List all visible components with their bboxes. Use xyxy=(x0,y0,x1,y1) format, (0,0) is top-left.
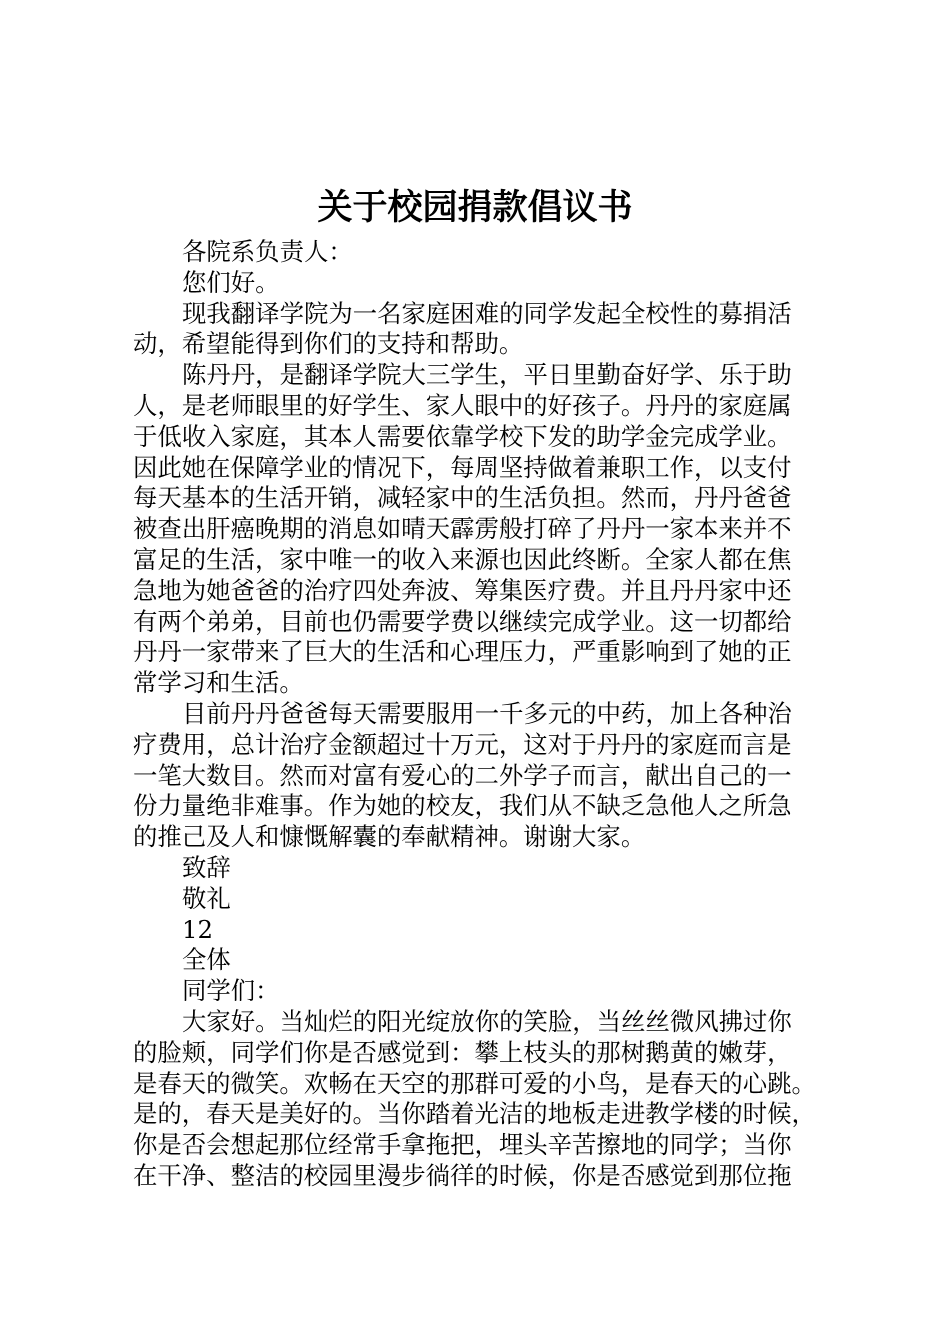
paragraph-line: 份力量绝非难事。作为她的校友，我们从不缺乏急他人之所急 xyxy=(133,791,792,821)
salutation-line: 各院系负责人： xyxy=(182,237,353,266)
paragraph-line: 丹丹一家带来了巨大的生活和心理压力，严重影响到了她的正 xyxy=(133,637,792,667)
document-title: 关于校园捐款倡议书 xyxy=(317,187,633,228)
closing-line: 致辞 xyxy=(182,852,231,882)
paragraph-line: 动，希望能得到你们的支持和帮助。 xyxy=(133,329,524,359)
paragraph-line: 常学习和生活。 xyxy=(133,668,304,698)
document-body xyxy=(133,237,833,1192)
greeting-line: 您们好。 xyxy=(182,267,280,297)
paragraph-line: 疗费用，总计治疗金额超过十万元，这对于丹丹的家庭而言是 xyxy=(133,729,792,759)
paragraph-line: 你是否会想起那位经常手拿拖把，埋头辛苦擦地的同学；当你 xyxy=(133,1130,792,1160)
paragraph-line: 的脸颊，同学们你是否感觉到：攀上枝头的那树鹅黄的嫩芽， xyxy=(133,1037,792,1067)
paragraph-line: 急地为她爸爸的治疗四处奔波、筹集医疗费。并且丹丹家中还 xyxy=(133,575,792,605)
paragraph-line: 大家好。当灿烂的阳光绽放你的笑脸，当丝丝微风拂过你 xyxy=(182,1006,792,1036)
paragraph-line: 是的，春天是美好的。当你踏着光洁的地板走进教学楼的时候， xyxy=(133,1099,816,1129)
closing-line: 12 xyxy=(182,914,214,944)
paragraph-line: 目前丹丹爸爸每天需要服用一千多元的中药，加上各种治 xyxy=(182,698,792,728)
paragraph-line: 现我翻译学院为一名家庭困难的同学发起全校性的募捐活 xyxy=(182,298,792,328)
paragraph-line: 人，是老师眼里的好学生、家人眼中的好孩子。丹丹的家庭属 xyxy=(133,390,792,420)
paragraph-line: 每天基本的生活开销，减轻家中的生活负担。然而，丹丹爸爸 xyxy=(133,483,792,513)
paragraph-line: 一笔大数目。然而对富有爱心的二外学子而言，献出自己的一 xyxy=(133,760,792,790)
paragraph-line: 于低收入家庭，其本人需要依靠学校下发的助学金完成学业。 xyxy=(133,421,792,451)
paragraph-line: 在干净、整洁的校园里漫步徜徉的时候，你是否感觉到那位拖 xyxy=(133,1160,792,1190)
paragraph-line: 是春天的微笑。欢畅在天空的那群可爱的小鸟，是春天的心跳。 xyxy=(133,1068,816,1098)
paragraph-line: 有两个弟弟，目前也仍需要学费以继续完成学业。这一切都给 xyxy=(133,606,792,636)
paragraph-line: 被查出肝癌晚期的消息如晴天霹雳般打碎了丹丹一家本来并不 xyxy=(133,514,792,544)
paragraph-line: 的推己及人和慷慨解囊的奉献精神。谢谢大家。 xyxy=(133,822,646,852)
paragraph-line: 陈丹丹，是翻译学院大三学生，平日里勤奋好学、乐于助 xyxy=(182,360,792,390)
closing-line: 全体 xyxy=(182,945,231,975)
salutation-line: 同学们： xyxy=(182,976,280,1006)
paragraph-line: 因此她在保障学业的情况下，每周坚持做着兼职工作，以支付 xyxy=(133,452,792,482)
closing-line: 敬礼 xyxy=(182,883,231,913)
paragraph-line: 富足的生活，家中唯一的收入来源也因此终断。全家人都在焦 xyxy=(133,544,792,574)
